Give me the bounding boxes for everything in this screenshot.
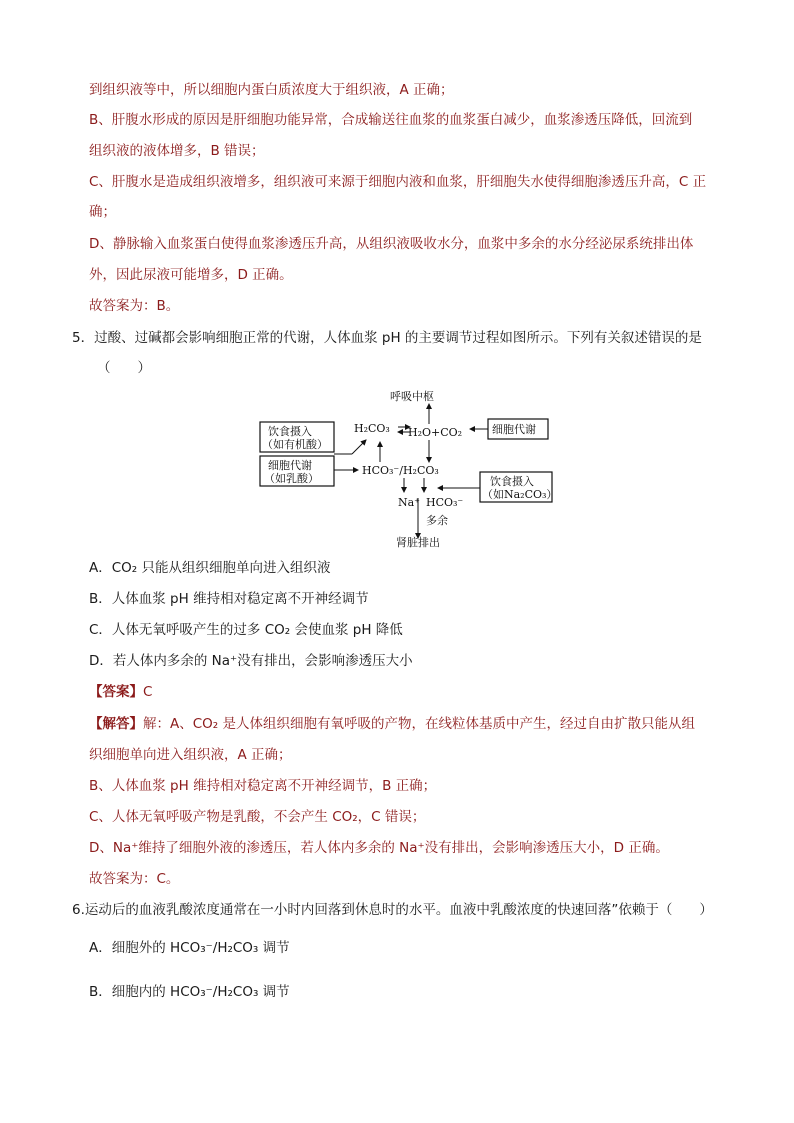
explanation-line: B、肝腹水形成的原因是肝细胞功能异常，合成输送往血浆的血浆蛋白减少，血浆渗透压降低，回流到	[89, 112, 693, 128]
explanation-line: D、Na⁺维持了细胞外液的渗透压，若人体内多余的 Na⁺没有排出，会影响渗透压大小，D 正确。	[89, 840, 669, 856]
question-stem: 6.运动后的血液乳酸浓度通常在一小时内回落到休息时的水平。血液中乳酸浓度的快速回落”依赖于（ ）	[72, 902, 713, 918]
bicarbonate-label: HCO₃⁻	[426, 496, 464, 509]
option-c: C．人体无氧呼吸产生的过多 CO₂ 会使血浆 pH 降低	[89, 622, 403, 638]
explanation-line	[89, 714, 695, 734]
cell-metabolism-label: 细胞代谢	[492, 423, 536, 436]
cell-box-label: 细胞代谢	[268, 459, 312, 472]
cell-box-sublabel: （如乳酸）	[264, 472, 319, 485]
final-answer: 故答案为：C。	[89, 871, 180, 887]
h2o-co2-label: H₂O+CO₂	[408, 426, 463, 439]
answer-label: 【答案】	[89, 684, 143, 700]
excess-label: 多余	[426, 514, 448, 527]
option-a: A．细胞外的 HCO₃⁻/H₂CO₃ 调节	[89, 940, 290, 956]
diet-box-sublabel: （如有机酸）	[262, 438, 328, 451]
explanation-text: 解：A、CO₂ 是人体组织细胞有氧呼吸的产物，在线粒体基质中产生，经过自由扩散只能从组	[143, 716, 695, 732]
explanation-line: 到组织液等中，所以细胞内蛋白质浓度大于组织液，A 正确；	[89, 82, 454, 98]
explanation-line: 确；	[89, 204, 116, 220]
diet-box-2-sublabel: （如Na₂CO₃）	[482, 488, 558, 501]
explanation-line: 组织液的液体增多，B 错误；	[89, 143, 265, 159]
answer-blank: （ ）	[97, 360, 151, 376]
option-b: B．人体血浆 pH 维持相对稳定离不开神经调节	[89, 591, 369, 607]
answer-line	[89, 682, 152, 702]
explanation-line: 外，因此尿液可能增多，D 正确。	[89, 267, 293, 283]
diet-box-2-label: 饮食摄入	[490, 475, 534, 488]
option-b: B．细胞内的 HCO₃⁻/H₂CO₃ 调节	[89, 984, 290, 1000]
explanation-line: D、静脉输入血浆蛋白使得血浆渗透压升高，从组织液吸收水分，血浆中多余的水分经泌尿系统排出体	[89, 236, 694, 252]
diet-box-label: 饮食摄入	[268, 425, 312, 438]
explanation-line: B、人体血浆 pH 维持相对稳定离不开神经调节，B 正确；	[89, 778, 437, 794]
respiratory-center-label: 呼吸中枢	[390, 390, 434, 403]
kidney-excretion-label: 肾脏排出	[396, 536, 440, 548]
ph-regulation-diagram	[258, 388, 558, 548]
option-d: D．若人体内多余的 Na⁺没有排出，会影响渗透压大小	[89, 653, 413, 669]
explanation-line: 织细胞单向进入组织液，A 正确；	[89, 747, 292, 763]
explanation-line: C、肝腹水是造成组织液增多，组织液可来源于细胞内液和血浆，肝细胞失水使得细胞渗透压升高，C 正	[89, 174, 707, 190]
sodium-label: Na⁺	[398, 496, 420, 509]
question-stem: 5．过酸、过碱都会影响细胞正常的代谢，人体血浆 pH 的主要调节过程如图所示。下列有关叙述错误的是	[72, 330, 702, 346]
h2co3-label: H₂CO₃	[354, 422, 390, 435]
answer-value: C	[143, 684, 153, 700]
explanation-line: C、人体无氧呼吸产物是乳酸，不会产生 CO₂，C 错误；	[89, 809, 426, 825]
buffer-label: HCO₃⁻/H₂CO₃	[362, 464, 439, 477]
explanation-label: 【解答】	[89, 716, 143, 732]
final-answer: 故答案为：B。	[89, 298, 180, 314]
option-a: A．CO₂ 只能从组织细胞单向进入组织液	[89, 560, 331, 576]
